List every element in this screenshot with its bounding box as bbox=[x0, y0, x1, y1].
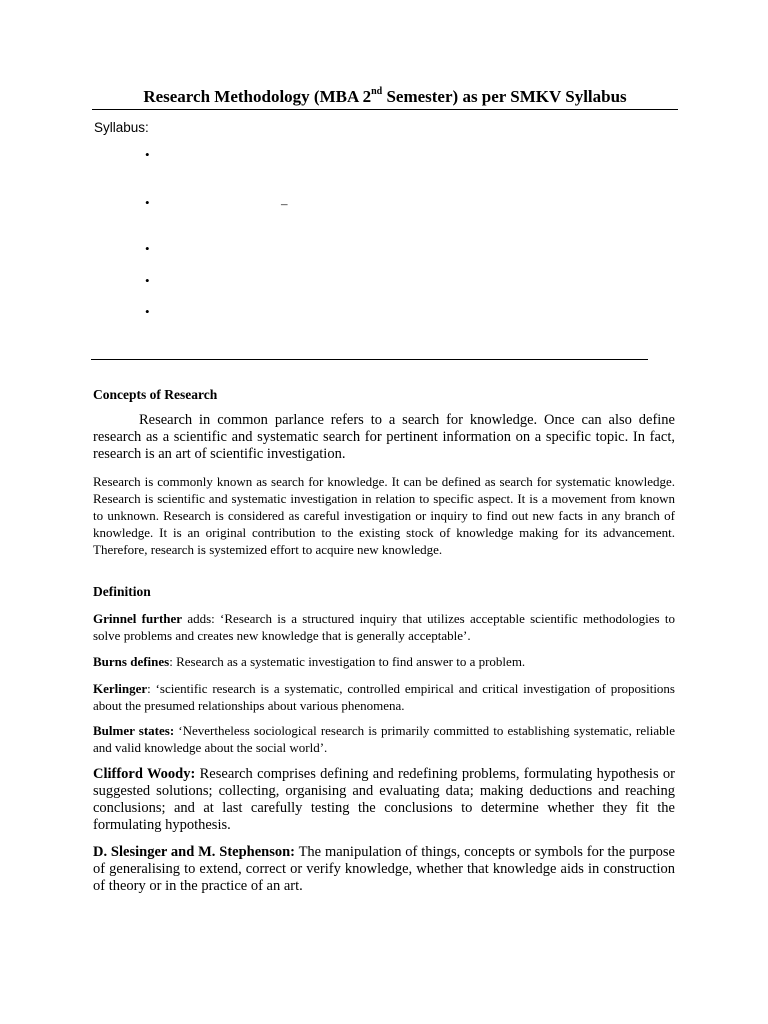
definition-text: adds: ‘Research is a structured inquiry that utilizes acceptable scientific methodologies to solve problems and creates new knowledge that is generally acceptable’. bbox=[93, 611, 675, 643]
definition-text: ‘Nevertheless sociological research is primarily committed to establishing systematic, reliable and valid knowledge about the social world’. bbox=[93, 723, 675, 755]
title-underline bbox=[92, 109, 678, 110]
definition-text: : Research as a systematic investigation to find answer to a problem. bbox=[169, 654, 526, 669]
title-part-2: Semester) as per SMKV Syllabus bbox=[382, 87, 627, 106]
definition-burns bbox=[93, 653, 675, 670]
syllabus-label: Syllabus: bbox=[94, 120, 149, 135]
definition-text: The manipulation of things, concepts or symbols for the purpose of generalising to extend, correct or verify knowledge, whether that knowledge aids in construction of theory or in the practice of an art. bbox=[93, 844, 675, 894]
syllabus-bullet: • bbox=[145, 304, 150, 319]
syllabus-bullet: • bbox=[145, 273, 150, 288]
definition-author: Kerlinger bbox=[93, 681, 148, 696]
section-divider bbox=[91, 359, 648, 360]
concepts-heading: Concepts of Research bbox=[93, 387, 218, 402]
definition-author: Grinnel further bbox=[93, 611, 183, 626]
definition-slesinger-stephenson bbox=[93, 844, 675, 895]
syllabus-bullet: • bbox=[145, 195, 150, 210]
title-part-1: Research Methodology (MBA 2 bbox=[143, 87, 372, 106]
definition-text: Research comprises defining and redefining problems, formulating hypothesis or suggested solutions; collecting, organising and evaluating data; making deductions and reaching conclusions; and at last carefully testing the conclusions to determine whether they fit the formulating hypothesis. bbox=[93, 766, 675, 833]
definition-grinnel bbox=[93, 610, 675, 644]
definition-author: Bulmer states: bbox=[93, 723, 175, 738]
syllabus-bullet: • bbox=[145, 241, 150, 256]
definition-author: Burns defines bbox=[93, 654, 170, 669]
definition-author: Clifford Woody: bbox=[93, 766, 196, 782]
syllabus-bullet: • bbox=[145, 147, 150, 162]
concepts-paragraph-1: Research in common parlance refers to a search for knowledge. Once can also define research as a scientific and systematic search for pertinent information on a specific topic. In fact, research is an art of scientific investigation. bbox=[93, 412, 675, 462]
concepts-paragraph-2: Research is commonly known as search for knowledge. It can be defined as search for systematic knowledge. Research is scientific and systematic investigation in relation to specific aspect. It is a movement from known to unknown. Research is considered as careful investigation or inquiry to find out new facts in any branch of knowledge. It is an original contribution to the existing stock of knowledge making for its advancement. Therefore, research is systemized effort to acquire new knowledge. bbox=[93, 474, 675, 557]
definition-text: : ‘scientific research is a systematic, controlled empirical and critical investigation of propositions about the presumed relationships about various phenomena. bbox=[93, 681, 675, 713]
page-title bbox=[92, 86, 678, 108]
definition-heading: Definition bbox=[93, 584, 151, 599]
definition-woody bbox=[93, 766, 675, 834]
title-superscript: nd bbox=[371, 86, 383, 98]
definition-bulmer bbox=[93, 722, 675, 756]
definition-author: D. Slesinger and M. Stephenson: bbox=[93, 844, 295, 860]
definition-kerlinger bbox=[93, 680, 675, 714]
syllabus-dash: – bbox=[281, 196, 288, 211]
